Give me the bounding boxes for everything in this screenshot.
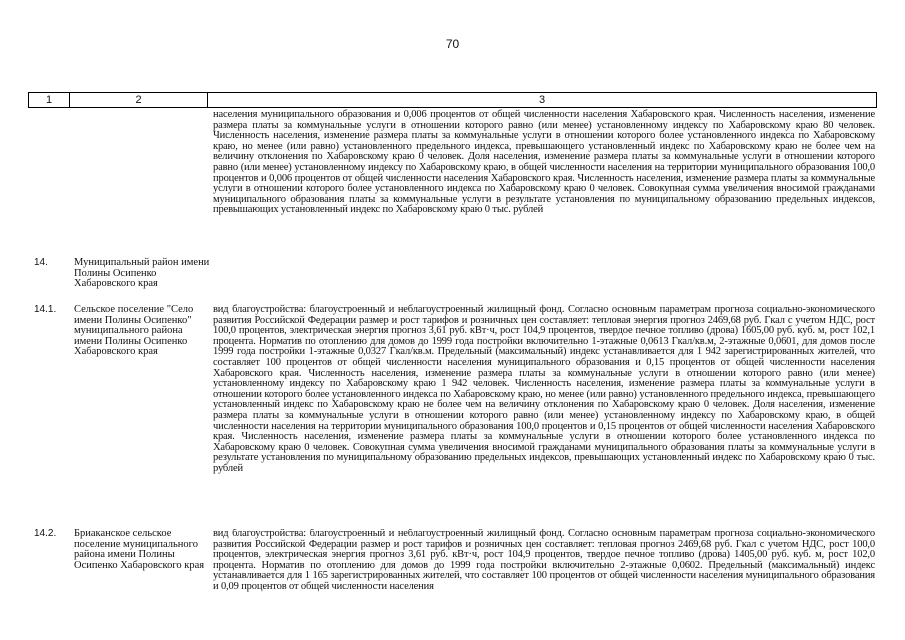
row-description: вид благоустройства: благоустроенный и неблагоустроенный жилищный фонд. Согласно основным параметрам прогноза социально-экономического развития Российской Федерации размер и рост тарифов и розничных цен составляет: тепловая энергия прогноз 2469,68 руб. Гкал с учетом НДС, рост 100,0 процентов, электрическая энергия прогноз 3,61 руб. кВт·ч, рост 104,9 процентов, твердое печное топливо (дрова) 1605,00 руб. куб. м, рост 102,1 процента. Норматив по отоплению для домов до 1999 года постройки включительно 1-этажные 0,0613 Гкал/кв.м, 2-этажные 0,0601, для домов после 1999 года постройки 1-этажные 0,0327 Гкал/кв.м. Предельный (максимальный) индекс устанавливается для 1 942 зарегистрированных жителей, что составляет 100 процентов от общей численности населения муниципального образования и 0,15 процентов от общей численности населения Хабаровского края. Численность населения, изменение размера платы за коммунальные услуги в отношении которого равно (или менее) установленному индексу по Хабаровскому краю 1 942 человек. Численность населения, изменение размера платы за коммунальные услуги в отношении которого более установленного индекса по Хабаровскому краю, но менее (или равно) установленного предельного индекса, превышающего установленный индекс по Хабаровскому краю не более чем на величину отклонения по Хабаровскому краю 0 человек. Доля населения, изменение размера платы за коммунальные услуги в отношении которого равно (или менее) установленному индексу по Хабаровскому краю, в общей численности населения на территории муниципального образования 100,0 процентов и 0,15 процентов от общей численности населения Хабаровского края. Численность населения, изменение размера платы за коммунальные услуги в отношении которого более установленного индекса по Хабаровскому краю 0 человек. Совокупная сумма увеличения вносимой гражданами муниципального образования платы за коммунальные услуги в результате установления по муниципальному образованию предельных индексов, превышающих установленный индекс по Хабаровскому краю 0 тыс. рублей [213, 304, 875, 474]
row-entity-name: Бриаканское сельское поселение муниципального района имени Полины Осипенко Хабаровского края [74, 529, 205, 571]
table-row [28, 258, 877, 305]
page-number: 70 [445, 37, 460, 51]
row-description: вид благоустройства: благоустроенный и неблагоустроенный жилищный фонд. Согласно основным параметрам прогноза социально-экономического развития Российской Федерации размер и рост тарифов и розничных цен составляет: тепловая прогноз 2469,68 руб. Гкал с учетом НДС, рост 100,0 процентов, электрическая энергия прогноз 3,61 руб. кВт·ч, рост 104,9 процентов, твердое печное топливо (дрова) 1405,00 руб. куб. м, рост 102,0 процента. Норматив по отоплению для домов до 1999 года постройки включительно 2-этажные 0,0602. Предельный (максимальный) индекс устанавливается для 1 165 зарегистрированных жителей, что составляет 100 процентов от общей численности населения муниципального образования и 0,09 процентов от общей численности населения [213, 529, 875, 592]
row-description [213, 258, 877, 305]
table-header [28, 92, 877, 108]
row-number [28, 108, 68, 258]
row-number: 14.2. [34, 529, 57, 539]
table-row [28, 108, 877, 258]
table-row [28, 529, 877, 619]
row-description: населения муниципального образования и 0,006 процентов от общей численности населения Хабаровского края. Численность населения, изменение размера платы за коммунальные услуги в отношении которого равно (или менее) установленному индексу по Хабаровскому краю 80 человек. Численность населения, изменение размера платы за коммунальные услуги в отношении которого более установленного индекса по Хабаровскому краю, но менее (или равно) установленного предельного индекса, превышающего установленный индекс по Хабаровскому краю не более чем на величину отклонения по Хабаровскому краю 0 человек. Доля населения, изменение размера платы за коммунальные услуги в отношении которого равно (или менее) установленному индексу по Хабаровскому краю, в общей численности населения на территории муниципального образования 100,0 процентов и 0,006 процентов от общей численности населения Хабаровского края. Численность населения, изменение размера платы за коммунальные услуги в отношении которого более установленного индекса по Хабаровскому краю 0 человек. Совокупная сумма увеличения вносимой гражданами муниципального образования платы за коммунальные услуги в результате установления по муниципальному образованию предельных индексов, превышающих установленный индекс по Хабаровскому краю 0 тыс. рублей [213, 109, 875, 216]
header-col-3: 3 [207, 93, 876, 107]
row-entity-name [68, 108, 213, 258]
row-entity-name: Муниципальный район имени Полины Осипенко Хабаровского края [74, 257, 210, 290]
row-number: 14.1. [34, 304, 57, 315]
table-row [28, 305, 877, 529]
table-body [28, 108, 877, 619]
header-col-1: 1 [45, 94, 53, 106]
header-col-2: 2 [69, 93, 207, 107]
row-number: 14. [34, 257, 48, 268]
row-entity-name: Сельское поселение "Село имени Полины Осипенко" муниципального района имени Полины Осипенко Хабаровского края [74, 304, 194, 358]
